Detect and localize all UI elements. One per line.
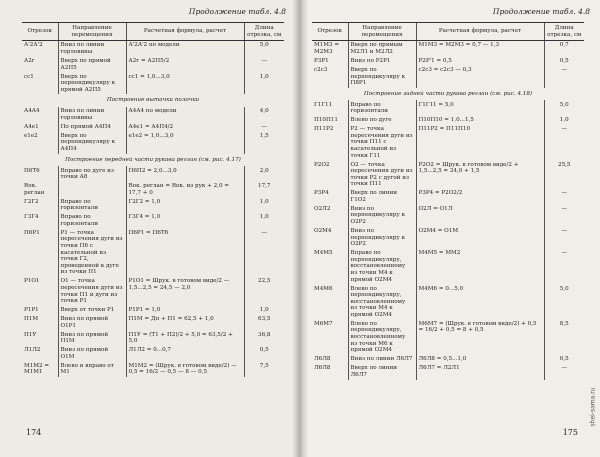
table-row xyxy=(312,57,584,66)
table-row xyxy=(22,277,284,306)
table-row xyxy=(312,364,584,380)
table-left-body xyxy=(22,41,284,377)
cell-direction: Вверх по перпендикуляру к П8Р1 xyxy=(348,66,416,88)
cell-length: — xyxy=(544,364,584,380)
table-row xyxy=(22,123,284,132)
cell-segment: Л1Л2 xyxy=(24,347,41,354)
cell-length: 1,0 xyxy=(244,213,284,229)
cell-formula: c2c3 = c2c3 — 0,3 xyxy=(416,66,544,88)
cell-segment: Р3Р4 xyxy=(314,190,329,197)
header-length: Длина отрезка, см xyxy=(244,23,284,41)
table-row xyxy=(22,213,284,229)
cell-direction: О1 — точка пересечения дуги из точки П1 и дуги из точки Р1 xyxy=(58,277,126,306)
cell-formula: М6М7 = (Шрук. в готовом виде/2) + 0,5 = 16/2 + 0,5 = 8 + 0,5 xyxy=(416,320,544,355)
header-formula: Расчетная формула, расчет xyxy=(416,23,544,41)
page-number-right: 175 xyxy=(562,428,578,437)
page-number-left: 174 xyxy=(26,428,42,437)
cell-formula: Р2О2 = Шрук. в готовом виде/2 + 1,5...2,5 = 24,0 + 1,5 xyxy=(416,160,544,189)
cell-direction: Вверх от точки Р1 xyxy=(58,306,126,315)
table-left xyxy=(22,22,284,377)
cell-length: 1,0 xyxy=(244,72,284,94)
cell-formula: Л6Л8 = 0,5...1,0 xyxy=(416,355,544,364)
cell-length: 1,0 xyxy=(544,116,584,125)
cell-segment: О2Л2 xyxy=(314,205,331,212)
cell-length: 22,5 xyxy=(244,277,284,306)
table-row xyxy=(22,41,284,57)
cell-segment: П1У xyxy=(24,331,37,338)
cell-direction: Вверх по перпендикуляру к А4П4 xyxy=(58,132,126,154)
cell-segment: Р1О1 xyxy=(24,278,40,285)
section-heading-row xyxy=(22,94,284,107)
cell-formula: О2Л = О1Л xyxy=(416,205,544,227)
cell-segment: сс1 xyxy=(24,73,34,80)
cell-formula: М1М3 = М2М3 = 0,7 — 1,3 xyxy=(416,41,544,57)
cell-direction xyxy=(58,182,126,198)
cell-segment: Rок. реглан xyxy=(24,183,45,196)
cell-length: 1,0 xyxy=(244,306,284,315)
cell-segment: е1е2 xyxy=(24,132,38,139)
cell-length: — xyxy=(544,189,584,205)
cell-segment: М4М6 xyxy=(314,285,333,292)
cell-direction: Вниз по перпендикуляру к О2Р2 xyxy=(348,227,416,249)
cell-length: 5,0 xyxy=(544,284,584,319)
cell-length: — xyxy=(544,125,584,160)
cell-formula: А'2А'2 по модели xyxy=(126,41,244,57)
cell-direction: Вниз по прямой О1Р1 xyxy=(58,315,126,331)
table-row xyxy=(312,355,584,364)
header-formula: Расчетная формула, расчет xyxy=(126,23,244,41)
cell-formula: П10П10 = 1,0...1,5 xyxy=(416,116,544,125)
cell-segment: Г3Г4 xyxy=(24,214,39,221)
cell-direction: Вниз по линии горловины xyxy=(58,107,126,123)
table-row xyxy=(22,346,284,362)
cell-direction: Р1 — точка пересечения дуги из точки П6 с касательной из точки Г2, проведенной к дуге из точки П1 xyxy=(58,229,126,278)
cell-segment: М1М2 = М1М1 xyxy=(24,362,50,376)
header-length: Длина отрезка, см xyxy=(544,23,584,41)
book-gutter xyxy=(292,0,308,457)
table-row xyxy=(22,107,284,123)
section-heading-row xyxy=(22,154,284,167)
cell-formula: Л1Л2 = 0...0,7 xyxy=(126,346,244,362)
cell-length: 2,0 xyxy=(244,166,284,182)
cell-formula: Р1Р1 = 1,0 xyxy=(126,306,244,315)
cell-formula: Г2Г2 = 1,0 xyxy=(126,197,244,213)
table-header-row xyxy=(22,23,284,41)
watermark: shei-sama.ru xyxy=(589,387,597,427)
cell-formula: М1М2 = (Шрук. в готовом виде/2) — 0,5 = 16/2 — 0,5 — 8 — 0,5 xyxy=(126,362,244,378)
cell-direction: Вниз по Р2Р1 xyxy=(348,57,416,66)
cell-formula: М4М5 = ММ2 xyxy=(416,249,544,284)
cell-segment: Г1Г11 xyxy=(314,101,333,108)
continuation-label: Продолжение табл. 4.8 xyxy=(188,7,286,16)
table-row xyxy=(22,315,284,331)
table-header-row xyxy=(312,23,584,41)
cell-segment: П10П11 xyxy=(314,117,338,124)
cell-direction: Вверх по прямым М2Л1 и М2Л2 xyxy=(348,41,416,57)
cell-formula: Г1Г11 = 5,0 xyxy=(416,100,544,116)
cell-length: 0,5 xyxy=(544,355,584,364)
table-row xyxy=(22,362,284,378)
cell-direction: Вверх по перпендикуляру к прямой А2П5 xyxy=(58,72,126,94)
table-row xyxy=(312,116,584,125)
cell-segment: П6Т6 xyxy=(24,167,40,174)
cell-direction: Вверх по прямой А2П5 xyxy=(58,57,126,73)
cell-length: 63,5 xyxy=(244,315,284,331)
cell-formula: сс1 = 1,0...3,0 xyxy=(126,72,244,94)
cell-direction: Вправо по дуге из точки А8 xyxy=(58,166,126,182)
table-row xyxy=(312,125,584,160)
table-row xyxy=(22,57,284,73)
header-direction: Направление перемещения xyxy=(348,23,416,41)
cell-formula: П11Р2 = П11П10 xyxy=(416,125,544,160)
cell-formula: Rок. реглан = Rок. из рук + 2,0 = 17,7 + 0 xyxy=(126,182,244,198)
table-row xyxy=(312,227,584,249)
cell-direction: Вниз по линии горловины xyxy=(58,41,126,57)
cell-length: 1,0 xyxy=(244,197,284,213)
cell-direction: Вниз по прямой О1М xyxy=(58,346,126,362)
cell-formula: Р2Р'1 = 0,5 xyxy=(416,57,544,66)
cell-segment: А'2А'2 xyxy=(24,42,43,49)
cell-direction: Влево по перпендикуляру, восстановленному из точки М4 к прямой О2М4 xyxy=(348,284,416,319)
cell-segment: А2г xyxy=(24,57,35,64)
cell-length: — xyxy=(544,249,584,284)
continuation-label: Продолжение табл. 4.8 xyxy=(492,7,590,16)
cell-direction: По прямой А4П4 xyxy=(58,123,126,132)
cell-direction: Вверх по линии Г1О2 xyxy=(348,189,416,205)
cell-direction: Вправо по перпендикуляру, восстановленному из точки М4 к прямой О2М4 xyxy=(348,249,416,284)
cell-direction: Вверх по линии Л6Л7 xyxy=(348,364,416,380)
cell-formula: П1У = (Т1 + П2)/2 + 5,0 = 63,5/2 + 5,0 xyxy=(126,330,244,346)
cell-length: — xyxy=(544,205,584,227)
cell-segment: c2c3 xyxy=(314,66,328,73)
cell-formula: А2г = А2П5/2 xyxy=(126,57,244,73)
cell-length: 36,8 xyxy=(244,330,284,346)
cell-segment: П1М xyxy=(24,316,39,323)
cell-length: 17,7 xyxy=(244,182,284,198)
cell-segment: А4е1 xyxy=(24,123,39,130)
cell-direction: Влево по дуге xyxy=(348,116,416,125)
cell-direction: Вправо по горизонтали xyxy=(348,100,416,116)
cell-direction: Вниз по линии Л6Л7 xyxy=(348,355,416,364)
table-right xyxy=(312,22,584,380)
table-row xyxy=(312,66,584,88)
cell-formula: Г3Г4 = 1,0 xyxy=(126,213,244,229)
cell-length: — xyxy=(244,229,284,278)
cell-direction: Вниз по прямой П1М xyxy=(58,330,126,346)
cell-length: 0,7 xyxy=(544,41,584,57)
cell-segment: А4А4 xyxy=(24,108,40,115)
cell-formula: е1е2 = 1,0...3,0 xyxy=(126,132,244,154)
cell-segment: М4М5 xyxy=(314,250,333,257)
header-direction: Направление перемещения xyxy=(58,23,126,41)
cell-segment: Р1Р1 xyxy=(24,307,39,314)
table-row xyxy=(22,197,284,213)
table-row xyxy=(22,166,284,182)
header-segment: Отрезок xyxy=(22,23,58,41)
table-row xyxy=(312,41,584,57)
table-right-body xyxy=(312,41,584,380)
cell-direction: О2 — точка пересечения дуги из точки Р2 с дугой из точки П11 xyxy=(348,160,416,189)
table-row xyxy=(22,182,284,198)
cell-formula: О2М4 = О1М xyxy=(416,227,544,249)
section-heading-row xyxy=(312,88,584,101)
cell-direction: Вправо по горизонтали xyxy=(58,197,126,213)
section-heading: Построение вытачки полочки xyxy=(106,97,200,104)
table-row xyxy=(22,229,284,278)
cell-length: 7,5 xyxy=(244,362,284,378)
cell-segment: О2М4 xyxy=(314,228,332,234)
cell-length: — xyxy=(244,123,284,132)
cell-formula: Л6Л7 = Л2Л1 xyxy=(416,364,544,380)
cell-formula: А4А4 по модели xyxy=(126,107,244,123)
cell-direction: Вниз по перпендикуляру к О2Р2 xyxy=(348,205,416,227)
cell-length: — xyxy=(544,66,584,88)
cell-length: 0,5 xyxy=(244,346,284,362)
right-page xyxy=(300,0,600,457)
table-row xyxy=(312,284,584,319)
cell-segment: Л6Л8 xyxy=(314,365,331,372)
table-row xyxy=(22,72,284,94)
cell-direction: Вправо по горизонтали xyxy=(58,213,126,229)
cell-length: — xyxy=(244,57,284,73)
cell-formula: А4е1 = А4П4/2 xyxy=(126,123,244,132)
cell-segment: М6М7 xyxy=(314,320,333,327)
table-row xyxy=(312,320,584,355)
cell-length: 5,0 xyxy=(544,100,584,116)
section-heading: Построение задней части рукава реглан (см. рис. 4.18) xyxy=(363,90,533,97)
cell-length: 1,5 xyxy=(244,132,284,154)
header-segment: Отрезок xyxy=(312,23,348,41)
cell-formula: П6П2 = 2,0...3,0 xyxy=(126,166,244,182)
table-row xyxy=(22,306,284,315)
cell-formula: П6Р1 = П6Т6 xyxy=(126,229,244,278)
cell-segment: Р3Р1 xyxy=(314,57,329,64)
cell-segment: П11Р2 xyxy=(314,126,334,133)
cell-length: — xyxy=(544,227,584,249)
cell-formula: Р3Р4 = Р2О2/2 xyxy=(416,189,544,205)
cell-segment: Л6Л8 xyxy=(314,356,331,363)
table-row xyxy=(22,132,284,154)
cell-segment: Р2О2 xyxy=(314,161,330,168)
cell-segment: П6Р1 xyxy=(24,229,40,236)
table-row xyxy=(312,160,584,189)
cell-formula: М4М6 = 0...5,0 xyxy=(416,284,544,319)
cell-direction: Влево и вправо от М1 xyxy=(58,362,126,378)
table-row xyxy=(312,100,584,116)
table-row xyxy=(312,249,584,284)
cell-formula: Р1О1 = Шрук. в готовом виде/2 — 1,5...2,5 = 24,5 — 2,0 xyxy=(126,277,244,306)
cell-segment: Г2Г2 xyxy=(24,198,39,205)
cell-formula: П1М = Дп + П1 = 62,5 + 1,0 xyxy=(126,315,244,331)
cell-segment: М1М3 = М2М3 xyxy=(314,42,340,55)
cell-length: 8,5 xyxy=(544,320,584,355)
cell-length: 0,5 xyxy=(544,57,584,66)
table-row xyxy=(22,330,284,346)
cell-length: 4,0 xyxy=(244,107,284,123)
section-heading: Построение передней части рукава реглан (см. рис. 4.17) xyxy=(65,156,241,163)
table-row xyxy=(312,189,584,205)
table-row xyxy=(312,205,584,227)
cell-direction: Влево по перпендикуляру, восстановленному из точки М6 к прямой О2М4 xyxy=(348,320,416,355)
cell-length: 25,5 xyxy=(544,160,584,189)
cell-direction: Р2 — точка пересечения дуги из точки П11 с касательной из точки Г11 xyxy=(348,125,416,160)
cell-length: 5,0 xyxy=(244,41,284,57)
